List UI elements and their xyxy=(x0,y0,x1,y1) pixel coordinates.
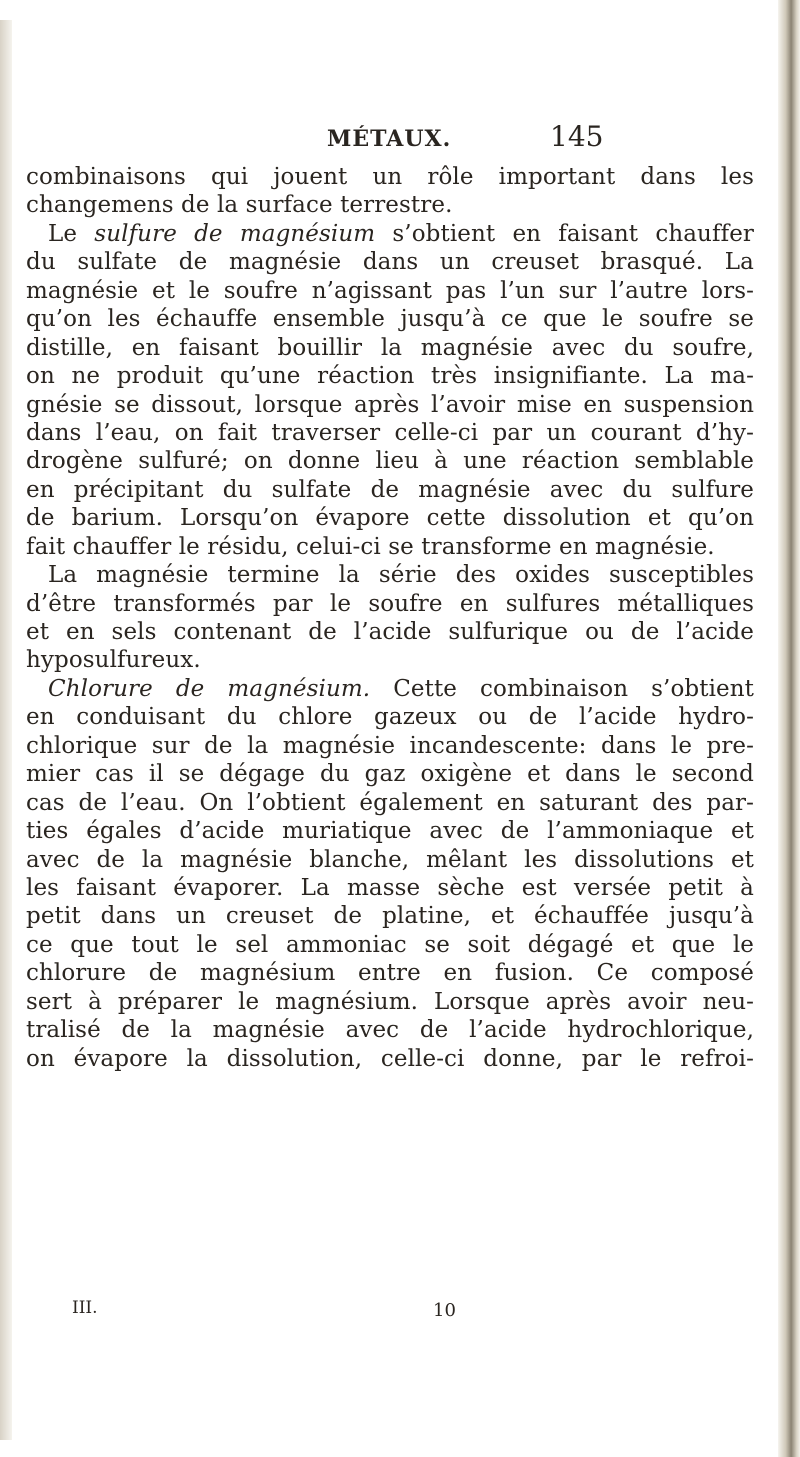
text-line: qu’on les échauffe ensemble jusqu’à ce que le soufre se xyxy=(26,306,754,333)
text-line: on évapore la dissolution, celle-ci donne, par le refroi- xyxy=(26,1045,754,1072)
text-line: petit dans un creuset de platine, et échauffée jusqu’à xyxy=(26,903,754,930)
text-line: ce que tout le sel ammoniac se soit dégagé et que le xyxy=(26,931,754,958)
text-line: on ne produit qu’une réaction très insignifiante. La ma- xyxy=(26,363,754,390)
text-line: dans l’eau, on fait traverser celle-ci par un courant d’hy- xyxy=(26,419,754,446)
text-line: changemens de la surface terrestre. xyxy=(26,192,453,219)
signature-mark: III. xyxy=(72,1298,98,1318)
italic-term: Chlorure de magnésium. xyxy=(48,675,371,702)
sheet-number: 10 xyxy=(433,1300,456,1321)
text-segment: Le xyxy=(48,220,95,247)
running-head xyxy=(0,120,800,166)
text-line: tralisé de la magnésie avec de l’acide hydrochlorique, xyxy=(26,1017,754,1044)
left-binding-gutter xyxy=(0,20,12,1440)
text-line: et en sels contenant de l’acide sulfurique ou de l’acide xyxy=(26,619,754,645)
text-segment: s’obtient en faisant chauffer xyxy=(375,220,755,247)
text-line: chlorique sur de la magnésie incandescente: dans le pre- xyxy=(26,732,754,759)
text-line: avec de la magnésie blanche, mêlant les dissolutions et xyxy=(26,846,754,873)
text-line: fait chauffer le résidu, celui-ci se transforme en magnésie. xyxy=(26,533,715,560)
body-text xyxy=(26,163,754,1073)
text-line: mier cas il se dégage du gaz oxigène et dans le second xyxy=(26,761,754,788)
page-footer xyxy=(0,1298,800,1328)
running-title: MÉTAUX. xyxy=(327,126,452,152)
text-line: gnésie se dissout, lorsque après l’avoir mise en suspension xyxy=(26,391,754,418)
text-line: d’être transformés par le soufre en sulfures métalliques xyxy=(26,590,754,617)
text-segment: Cette combinaison s’obtient xyxy=(370,675,754,702)
text-line: en conduisant du chlore gazeux ou de l’acide hydro- xyxy=(26,704,754,731)
text-line: distille, en faisant bouillir la magnésie avec du soufre, xyxy=(26,334,754,361)
text-line xyxy=(26,675,754,703)
text-line: les faisant évaporer. La masse sèche est versée petit à xyxy=(26,874,754,901)
text-line: cas de l’eau. On l’obtient également en saturant des par- xyxy=(26,789,754,816)
text-line: en précipitant du sulfate de magnésie avec du sulfure xyxy=(26,476,754,503)
text-line: sert à préparer le magnésium. Lorsque après avoir neu- xyxy=(26,988,754,1015)
right-page-edge xyxy=(778,0,800,1457)
text-line: du sulfate de magnésie dans un creuset brasqué. La xyxy=(26,249,754,276)
text-line: ties égales d’acide muriatique avec de l’ammoniaque et xyxy=(26,818,754,845)
page-number: 145 xyxy=(550,120,604,153)
text-line: hyposulfureux. xyxy=(26,647,201,674)
text-line: magnésie et le soufre n’agissant pas l’un sur l’autre lors- xyxy=(26,277,754,304)
text-line: chlorure de magnésium entre en fusion. Ce composé xyxy=(26,960,754,987)
text-line: de barium. Lorsqu’on évapore cette dissolution et qu’on xyxy=(26,505,754,532)
italic-term: sulfure de magnésium xyxy=(94,220,376,247)
text-line: La magnésie termine la série des oxides susceptibles xyxy=(48,562,754,589)
text-line: combinaisons qui jouent un rôle important dans les xyxy=(26,164,754,190)
text-line xyxy=(26,220,754,248)
text-line: drogène sulfuré; on donne lieu à une réaction semblable xyxy=(26,448,754,475)
